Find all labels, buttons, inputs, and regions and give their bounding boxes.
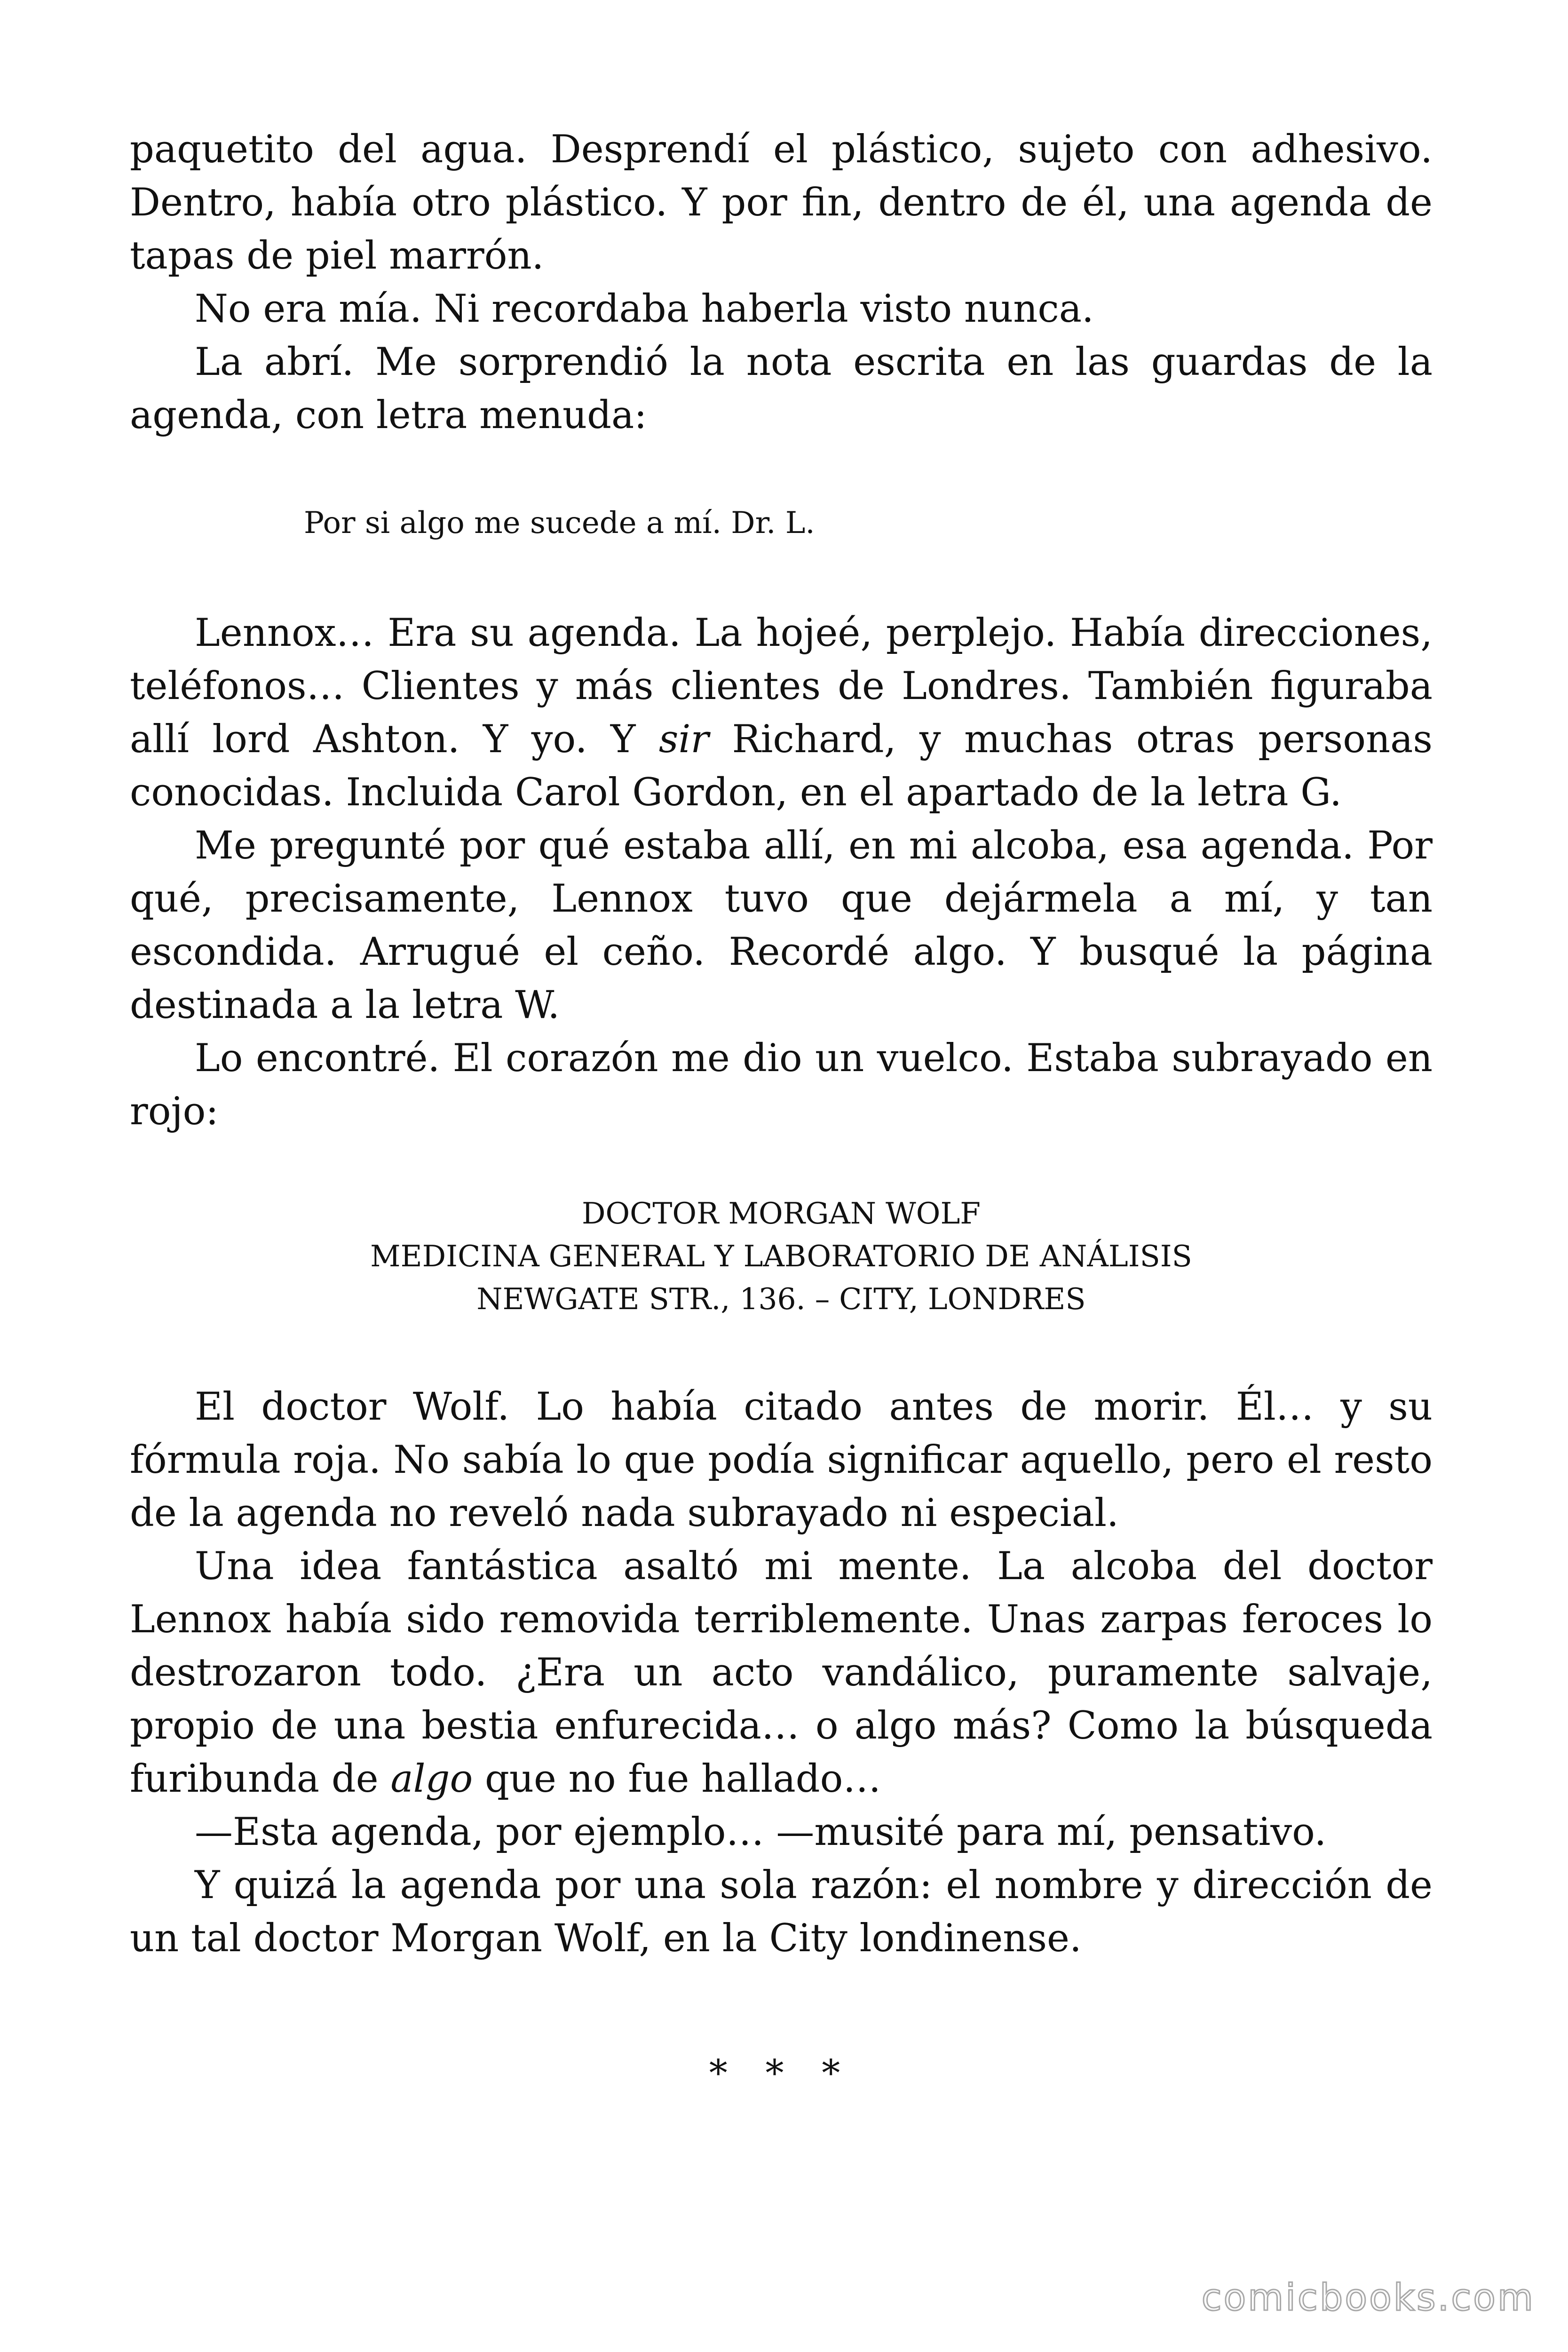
paragraph-4-text-a: Lennox… Era su agenda. La hojeé, perplejo. Había direcciones, teléfonos… Clientes y más clientes de Londres. También figuraba allí lord Ashton. Y yo. Y: [130, 611, 1433, 762]
paragraph-5: Me pregunté por qué estaba allí, en mi alcoba, esa agenda. Por qué, precisamente, Lennox tuvo que dejármela a mí, y tan escondida. Arrugué el ceño. Recordé algo. Y busqué la página destinada a la letra W.: [130, 824, 1433, 1027]
address-street: NEWGATE STR., 136. – CITY, LONDRES: [476, 1282, 1086, 1316]
paragraph-10: Y quizá la agenda por una sola razón: el nombre y dirección de un tal doctor Morgan Wolf, en la City londinense.: [130, 1863, 1433, 1961]
paragraph-2: No era mía. Ni recordaba haberla visto nunca.: [195, 287, 1094, 331]
paragraph-4-text-b: Richard, y muchas otras personas conocidas. Incluida Carol Gordon, en el apartado de la letra G.: [130, 717, 1433, 815]
paragraph-4: [130, 607, 1433, 819]
paragraph-8: [130, 1540, 1433, 1806]
section-break: * * *: [709, 2052, 854, 2095]
address-name: DOCTOR MORGAN WOLF: [581, 1196, 981, 1231]
address-profession: MEDICINA GENERAL Y LABORATORIO DE ANÁLISIS: [370, 1239, 1192, 1273]
paragraph-3: La abrí. Me sorprendió la nota escrita en las guardas de la agenda, con letra menuda:: [130, 340, 1433, 437]
paragraph-6: Lo encontré. El corazón me dio un vuelco. Estaba subrayado en rojo:: [130, 1036, 1433, 1134]
paragraph-8-italic: algo: [390, 1757, 473, 1801]
paragraph-9: —Esta agenda, por ejemplo… —musité para mí, pensativo.: [195, 1810, 1327, 1854]
body-text: [130, 123, 1433, 2095]
paragraph-1: paquetito del agua. Desprendí el plástico, sujeto con adhesivo. Dentro, había otro plástico. Y por fin, dentro de él, una agenda de tapas de piel marrón.: [130, 127, 1433, 278]
paragraph-8-text-b: que no fue hallado…: [473, 1757, 881, 1801]
watermark-logo: comicbooks.com: [1201, 2277, 1535, 2319]
paragraph-4-italic: sir: [658, 717, 709, 762]
paragraph-7: El doctor Wolf. Lo había citado antes de morir. Él… y su fórmula roja. No sabía lo que podía significar aquello, pero el resto de la agenda no reveló nada subrayado ni especial.: [130, 1385, 1433, 1535]
handwritten-note-quote: Por si algo me sucede a mí. Dr. L.: [304, 506, 815, 540]
paragraph-8-text-a: Una idea fantástica asaltó mi mente. La alcoba del doctor Lennox había sido removida terriblemente. Unas zarpas feroces lo destrozaron todo. ¿Era un acto vandálico, puramente salvaje, propio de una bestia enfurecida… o algo más? Como la búsqueda furibunda de: [130, 1544, 1433, 1801]
address-entry: [130, 1138, 1433, 1381]
